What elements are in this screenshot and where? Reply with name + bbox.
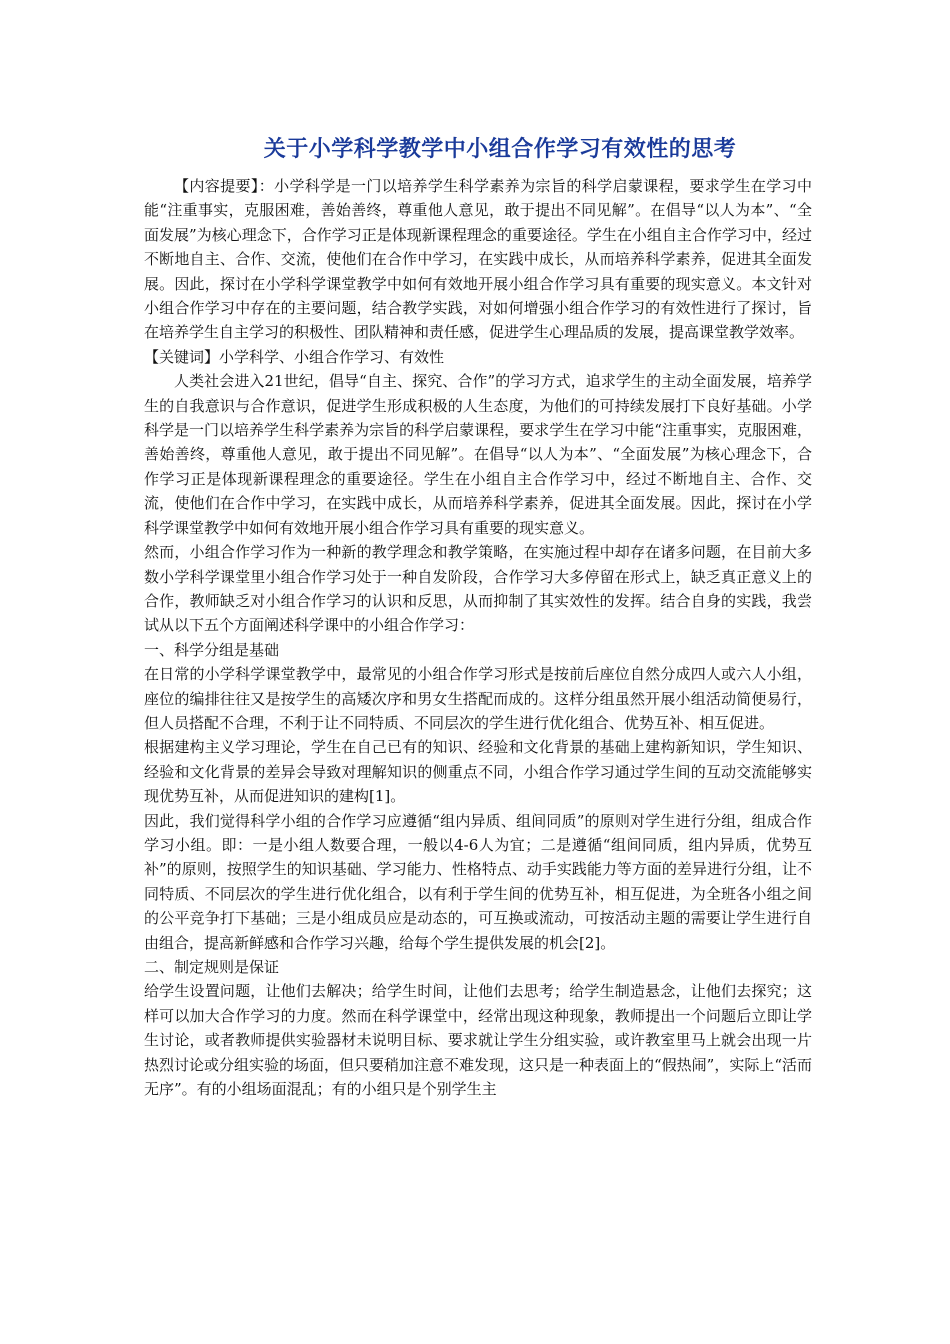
body-paragraph: 在日常的小学科学课堂教学中，最常见的小组合作学习形式是按前后座位自然分成四人或六人小组，座位的编排往往又是按学生的高矮次序和男女生搭配而成的。这样分组虽然开展小组活动简便易行，但人员搭配不合理，不利于让不同特质、不同层次的学生进行优化组合、优势互补、相互促进。 [144, 665, 812, 732]
abstract-label: 【内容提要】 [174, 177, 259, 195]
body-paragraph: 根据建构主义学习理论，学生在自己已有的知识、经验和文化背景的基础上建构新知识，学生知识、经验和文化背景的差异会导致对理解知识的侧重点不同，小组合作学习通过学生间的互动交流能够实现优势互补，从而促进知识的建构[1]。 [144, 738, 812, 806]
document-title: 关于小学科学教学中小组合作学习有效性的思考 [263, 136, 737, 162]
body-paragraph: 然而，小组合作学习作为一种新的教学理念和教学策略，在实施过程中却存在诸多问题，在目前大多数小学科学课堂里小组合作学习处于一种自发阶段，合作学习大多停留在形式上，缺乏真正意义上的合作，教师缺乏对小组合作学习的认识和反思，从而抑制了其实效性的发挥。结合自身的实践，我尝试从以下五个方面阐述科学课中的小组合作学习： [144, 543, 812, 635]
abstract-paragraph [144, 174, 812, 345]
keywords-text: 小学科学、小组合作学习、有效性 [219, 347, 445, 366]
section-heading: 一、科学分组是基础 [144, 640, 280, 659]
body-paragraph: 给学生设置问题，让他们去解决；给学生时间，让他们去思考；给学生制造悬念，让他们去探究；这样可以加大合作学习的力度。然而在科学课堂中，经常出现这种现象，教师提出一个问题后立即让学生讨论，或者教师提供实验器材未说明目标、要求就让学生分组实验，或许教室里马上就会出现一片热烈讨论或分组实验的场面，但只要稍加注意不难发现，这只是一种表面上的“假热闹”，实际上“活而无序”。有的小组场面混乱；有的小组只是个别学生主 [144, 982, 813, 1099]
abstract-text: ：小学科学是一门以培养学生科学素养为宗旨的科学启蒙课程，要求学生在学习中能“注重事实，克服困难，善始善终，尊重他人意见，敢于提出不同见解”。在倡导“以人为本”、“全面发展”为核心理念下，合作学习正是体现新课程理念的重要途径。学生在小组自主合作学习中，经过不断地自主、合作、交流，使他们在合作中学习，在实践中成长，从而培养科学素养，促进其全面发展。因此，探讨在小学科学课堂教学中如何有效地开展小组合作学习具有重要的现实意义。本文针对小组合作学习中存在的主要问题，结合教学实践，对如何增强小组合作学习的有效性进行了探讨，旨在培养学生自主学习的积极性、团队精神和责任感，促进学生心理品质的发展，提高课堂教学效率。 [144, 177, 812, 342]
body-paragraph: 因此，我们觉得科学小组的合作学习应遵循“组内异质、组间同质”的原则对学生进行分组，组成合作学习小组。即：一是小组人数要合理，一般以4-6人为宜；二是遵循“组间同质，组内异质，优势互补”的原则，按照学生的知识基础、学习能力、性格特点、动手实践能力等方面的差异进行分组，让不同特质、不同层次的学生进行优化组合，以有利于学生间的优势互补，相互促进，为全班各小组之间的公平竞争打下基础；三是小组成员应是动态的，可互换或流动，可按活动主题的需要让学生进行自由组合，提高新鲜感和合作学习兴趣，给每个学生提供发展的机会[2]。 [144, 811, 812, 952]
body-paragraph: 人类社会进入21世纪，倡导“自主、探究、合作”的学习方式，追求学生的主动全面发展，培养学生的自我意识与合作意识，促进学生形成积极的人生态度，为他们的可持续发展打下良好基础。小学科学是一门以培养学生科学素养为宗旨的科学启蒙课程，要求学生在学习中能“注重事实，克服困难，善始善终，尊重他人意见，敢于提出不同见解”。在倡导“以人为本”、“全面发展”为核心理念下，合作学习正是体现新课程理念的重要途径。学生在小组自主合作学习中，经过不断地自主、合作、交流，使他们在合作中学习，在实践中成长，从而培养科学素养，促进其全面发展。因此，探讨在小学科学课堂教学中如何有效地开展小组合作学习具有重要的现实意义。 [144, 372, 812, 537]
section-heading: 二、制定规则是保证 [144, 958, 280, 976]
keywords-paragraph [144, 345, 812, 369]
keywords-label: 【关键词】 [144, 347, 220, 366]
document-body [144, 174, 812, 1101]
